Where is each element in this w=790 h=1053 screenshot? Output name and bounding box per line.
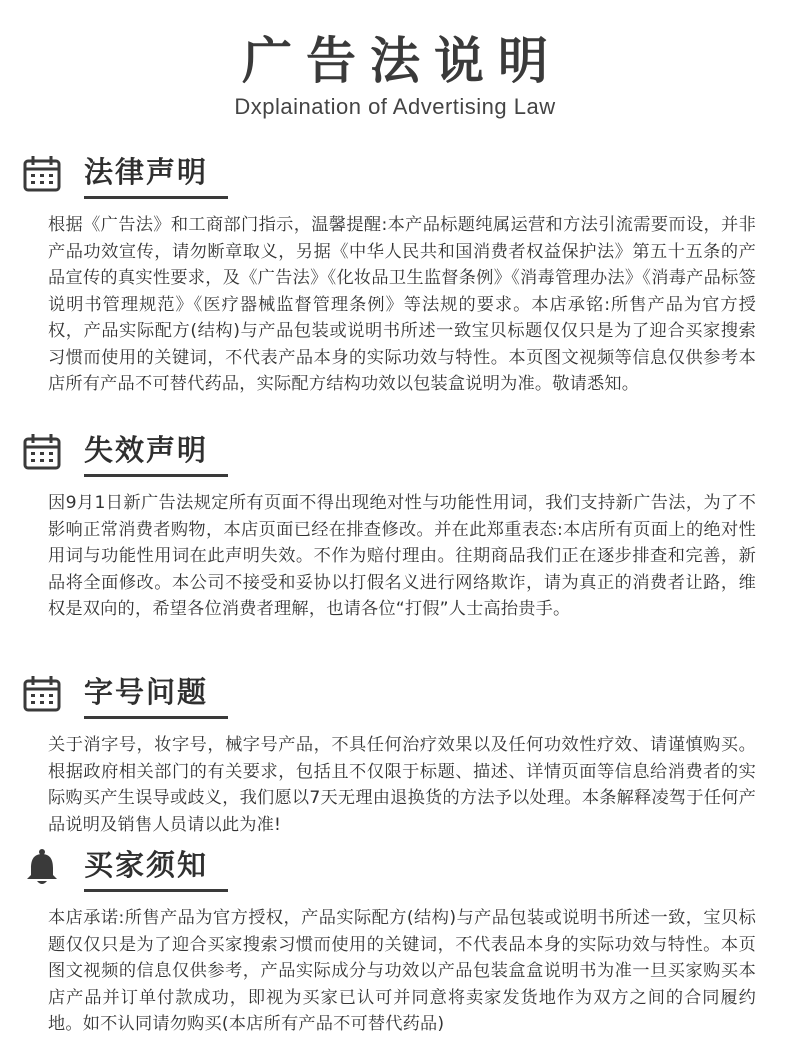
section-body: 因9月1日新广告法规定所有页面不得出现绝对性与功能性用词，我们支持新广告法，为了不影响正常消费者购物，本店页面已经在排查修改。并在此郑重表态:本店所有页面上的绝对性用词与功能性用词在此声明失效。不作为赔付理由。往期商品我们正在逐步排查和完善，新品将全面修改。本公司不接受和妥协以打假名义进行网络欺诈，请为真正的消费者让路，维权是双向的，希望各位消费者理解，也请各位“打假”人士高抬贵手。 [48, 493, 756, 619]
page-header [0, 30, 790, 120]
section-body: 本店承诺:所售产品为官方授权，产品实际配方(结构)与产品包装或说明书所述一致，宝贝标题仅仅只是为了迎合买家搜索习惯而使用的关键词，不代表品本身的实际功效与特性。本页图文视频的信息仅供参考，产品实际成分与功效以产品包装盒盒说明书为准一旦买家购买本店产品并订单付款成功，即视为买家已认可并同意将卖家发货地作为双方之间的合同履约地。如不认同请勿购买(本店所有产品不可替代药品) [48, 908, 756, 1034]
section-body: 根据《广告法》和工商部门指示，温馨提醒:本产品标题纯属运营和方法引流需要而设，并非产品功效宣传，请勿断章取义，另据《中华人民共和国消费者权益保护法》第五十五条的产品宣传的真实性要求，及《广告法》《化妆品卫生监督条例》《消毒管理办法》《消毒产品标签说明书管理规范》《医疗器械监督管理条例》等法规的要求。本店承铭:所售产品为官方授权，产品实际配方(结构)与产品包装或说明书所述一致宝贝标题仅仅只是为了迎合买家搜索习惯而使用的关键词，不代表产品本身的实际功效与特性。本页图文视频等信息仅供参考本店所有产品不可替代药品，实际配方结构功效以包装盒说明为准。敬请悉知。 [48, 215, 756, 394]
title-underline [84, 196, 228, 199]
calendar-icon [22, 432, 62, 472]
bell-icon [22, 847, 62, 887]
section-title: 买家须知 [84, 848, 209, 882]
title-underline [84, 716, 228, 719]
section-title: 失效声明 [84, 433, 209, 467]
section-header [22, 150, 772, 204]
section-body: 关于消字号，妆字号，械字号产品，不具任何治疗效果以及任何功效性疗效、请谨慎购买。根据政府相关部门的有关要求，包括且不仅限于标题、描述、详情页面等信息给消费者的实际购买产生误导或歧义，我们愿以7天无理由退换货的方法予以处理。本条解释凌驾于任何产品说明及销售人员请以此为准! [48, 735, 756, 835]
section-header [22, 670, 772, 724]
section-license-number-issue [22, 670, 772, 838]
section-invalidation-statement [22, 428, 772, 623]
section-title: 字号问题 [84, 675, 209, 709]
section-title: 法律声明 [84, 155, 209, 189]
section-header [22, 428, 772, 482]
calendar-icon [22, 674, 62, 714]
section-buyer-notice [22, 843, 772, 1038]
section-legal-statement [22, 150, 772, 398]
title-underline [84, 889, 228, 892]
calendar-icon [22, 154, 62, 194]
page-title: 广告法说明 [242, 32, 562, 90]
page-subtitle: Dxplaination of Advertising Law [234, 94, 556, 119]
section-header [22, 843, 772, 897]
title-underline [84, 474, 228, 477]
